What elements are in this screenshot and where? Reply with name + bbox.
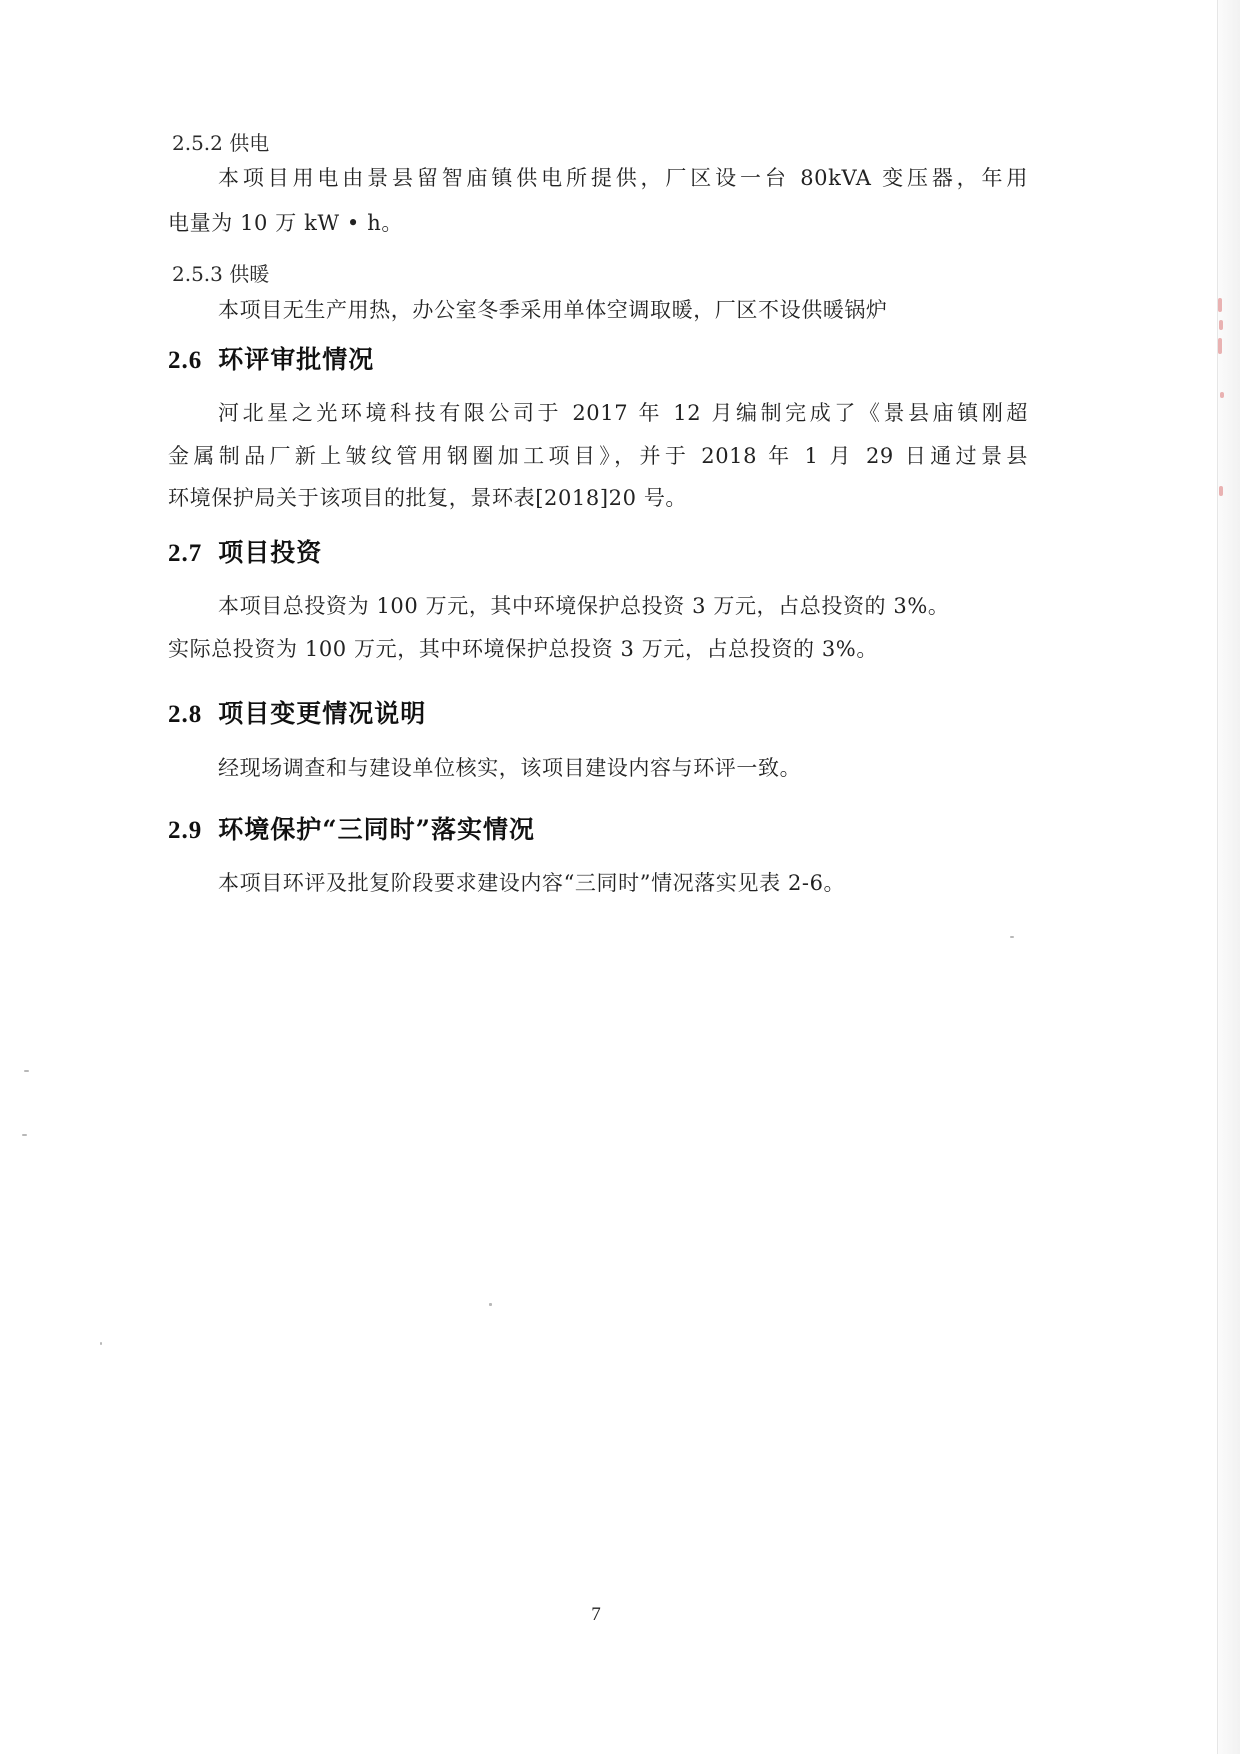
paragraph-line: 电量为 10 万 kW • h。: [168, 211, 403, 235]
stamp-mark: [1218, 338, 1222, 354]
paragraph-line: 本项目环评及批复阶段要求建设内容“三同时”情况落实见表 2-6。: [218, 871, 846, 895]
scan-speck: [100, 1342, 102, 1345]
subsection-heading-2-5-3: 2.5.3 供暖: [172, 262, 270, 286]
section-title: 环评审批情况: [218, 345, 375, 374]
paragraph-line: 本项目无生产用热，办公室冬季采用单体空调取暖，厂区不设供暖锅炉: [218, 298, 888, 322]
scan-speck: [489, 1303, 492, 1306]
section-number: 2.6: [168, 347, 203, 374]
section-title: 环境保护“三同时”落实情况: [218, 815, 536, 844]
subsection-heading-2-5-2: 2.5.2 供电: [172, 131, 270, 155]
section-number: 2.8: [168, 701, 203, 728]
section-number: 2.9: [168, 817, 203, 844]
stamp-mark: [1219, 320, 1223, 330]
paragraph-line: 本项目用电由景县留智庙镇供电所提供，厂区设一台 80kVA 变压器，年用: [218, 166, 1028, 190]
paragraph-line: 河北星之光环境科技有限公司于 2017 年 12 月编制完成了《景县庙镇刚超: [218, 401, 1028, 425]
section-heading-2-9: [168, 810, 535, 846]
section-number: 2.7: [168, 540, 203, 567]
section-title: 项目变更情况说明: [218, 699, 427, 728]
page-number: 7: [591, 1604, 601, 1625]
paragraph-line: 本项目总投资为 100 万元，其中环境保护总投资 3 万元，占总投资的 3%。: [218, 594, 950, 618]
scan-edge-shadow: [1217, 0, 1240, 1754]
section-heading-2-8: [168, 694, 426, 730]
scan-speck: [1010, 936, 1014, 938]
section-heading-2-7: [168, 533, 322, 569]
stamp-mark: [1219, 486, 1223, 496]
scan-speck: [22, 1134, 27, 1136]
stamp-mark: [1218, 298, 1222, 312]
section-heading-2-6: [168, 340, 374, 376]
paragraph-line: 实际总投资为 100 万元，其中环境保护总投资 3 万元，占总投资的 3%。: [168, 637, 878, 661]
scan-speck: [24, 1070, 29, 1072]
paragraph-line: 金属制品厂新上皱纹管用钢圈加工项目》，并于 2018 年 1 月 29 日通过景县: [168, 444, 1028, 468]
section-title: 项目投资: [218, 538, 323, 567]
stamp-mark: [1220, 392, 1224, 398]
paragraph-line: 环境保护局关于该项目的批复，景环表[2018]20 号。: [168, 486, 688, 510]
paragraph-line: 经现场调查和与建设单位核实，该项目建设内容与环评一致。: [218, 756, 802, 780]
